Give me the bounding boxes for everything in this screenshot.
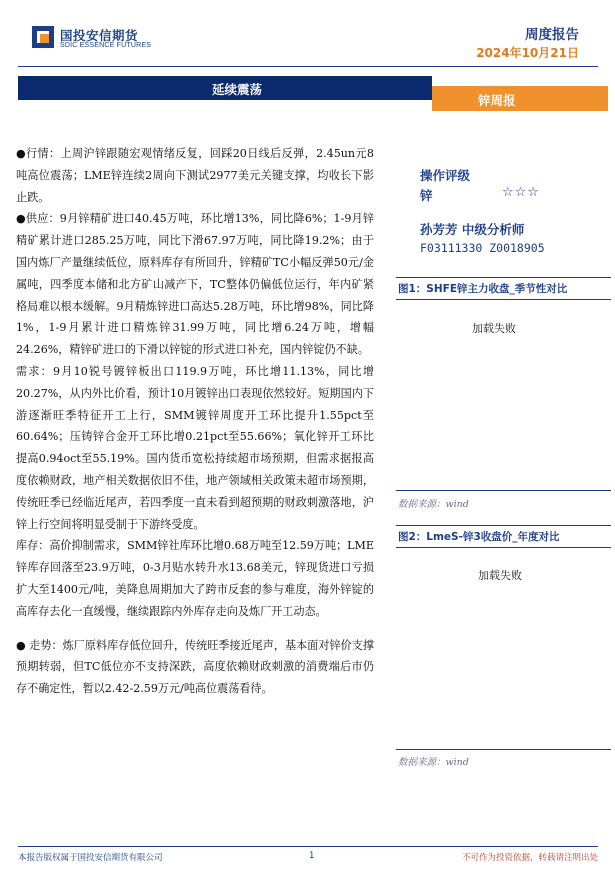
figure1-source: 数据来源：wind (398, 499, 469, 510)
page-number: 1 (309, 851, 315, 861)
main-text (16, 143, 374, 700)
header-divider (18, 66, 598, 67)
paragraph-inventory: 库存：高价抑制需求，SMM锌社库环比增0.68万吨至12.59万吨；LME锌库存回落至23.9万吨，0-3月贴水转升水13.68美元，锌现货进口亏损扩大至1400元/吨，美降息周期加大了跨市反套的参与难度，海外锌锭的高库存去化一直缓慢，继续跟踪内外库存走向及炼厂开工动态。 (16, 539, 374, 618)
figure2-load-failed: 加载失败 (478, 569, 522, 582)
category-band (432, 86, 608, 111)
paragraph-outlook: ● 走势：炼厂原料库存低位回升，传统旺季接近尾声，基本面对锌价支撑预期转弱，但TC低位亦不支持深跌，高度依赖财政刺激的消费端后市仍存不确定性，暂以2.42-2.59万元/吨高位震荡看待。 (16, 638, 374, 696)
paragraph-demand: 需求：9月10锐号镀锌板出口119.9万吨，环比增11.13%，同比增20.27%，从内外比价看，预计10月镀锌出口表现依然较好。短期国内下游逐渐旺季特征开工上行，SMM镀锌周度开工环比提升1.55pct至60.64%；压铸锌合金开工环比增0.21pct至55.66%；氧化锌开工环比提高0.94oct至55.19%。国内货币宽松持续超市场预期，但需求据报高度依赖财政，地产相关数据依旧不佳，地产领域相关政策未超市场预期，传统旺季已经临近尾声，若四季度一直未看到超预期的财政刺激落地，沪锌上行空间将明显受制于下游终受度。 (16, 364, 374, 531)
figure2-title-rule (396, 547, 611, 548)
figure2-top-rule (396, 525, 611, 526)
footer-divider (18, 846, 598, 847)
paragraph-supply: ●供应：9月锌精矿进口40.45万吨，环比增13%，同比降6%；1-9月锌精矿累计进口285.25万吨，同比下滑67.97万吨，同比降19.2%；由于国内炼厂产量继续低位，原料库存有所回升，锌精矿TC小幅反弹50元/金属吨，四季度本储和北方矿山减产下，TC整体仍偏低位运行，年内矿紧格局难以根本缓解。9月精炼锌进口高达5.28万吨，环比增98%，同比降1%，1-9月累计进口精炼锌31.99万吨，同比增6.24万吨，增幅24.26%，精锌矿进口的下滑以锌锭的形式进口补充，国内锌锭仍不缺。 (16, 212, 374, 357)
figure1-bottom-rule (396, 490, 611, 491)
rating-stars: ☆☆☆ (502, 185, 540, 200)
company-name-en: SDIC ESSENCE FUTURES (60, 42, 152, 49)
figure1-load-failed: 加载失败 (472, 322, 516, 335)
figure2-bottom-rule (396, 749, 611, 750)
report-category: 锌周报 (478, 93, 516, 108)
analyst-name: 孙芳芳 中级分析师 (420, 222, 525, 237)
rating-item: 锌 (420, 188, 433, 203)
report-type: 周度报告 (525, 27, 579, 43)
figure1-title: 图1：SHFE锌主力收盘_季节性对比 (398, 283, 568, 295)
analyst-cert: F03111330 Z0018905 (420, 241, 545, 255)
report-title: 延续震荡 (212, 82, 263, 97)
company-logo-mark (32, 26, 54, 48)
figure1-top-rule (396, 277, 611, 278)
copyright-notice: 本报告版权属于国投安信期货有限公司 (18, 853, 163, 863)
rating-heading: 操作评级 (420, 168, 471, 183)
company-name: 国投安信期货 (60, 28, 139, 43)
figure2-source: 数据来源：wind (398, 757, 469, 768)
figure1-title-rule (396, 299, 611, 300)
report-date: 2024年10月21日 (476, 46, 579, 60)
disclaimer: 不可作为投资依据，转载请注明出处 (461, 853, 598, 863)
figure2-title: 图2：LmeS-锌3收盘价_年度对比 (398, 531, 560, 543)
paragraph-market: ●行情：上周沪锌跟随宏观情绪反复，回踩20日线后反弹，2.45un元8吨高位震荡；LME锌连续2周向下测试2977美元关键支撑，均收长下影止跌。 (16, 147, 374, 204)
